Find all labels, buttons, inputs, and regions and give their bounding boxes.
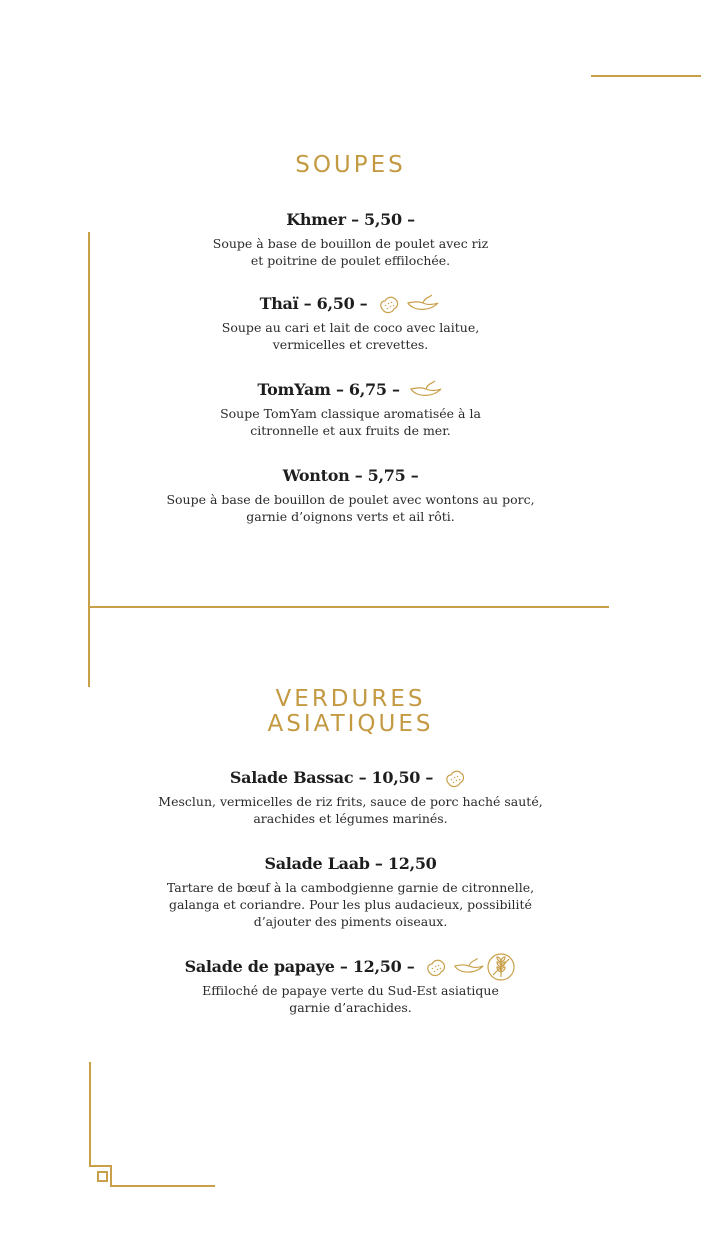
chili-icon [452,954,486,980]
menu-item-title-text: Salade Bassac – 10,50 – [229,768,434,787]
menu-item-title-text: Thaï – 6,50 – [259,294,368,313]
bottom-left-base-rule [110,1185,215,1187]
section-title-line: VERDURES [275,686,426,712]
menu-item-title [0,207,701,233]
menu-item-title [0,954,701,980]
allergen-icons [408,377,444,403]
section-title-verdures-asiatiques [0,687,701,737]
allergen-icons [441,765,471,791]
chili-icon [405,291,441,317]
menu-item-description: Soupe TomYam classique aromatisée à la citronnelle et aux fruits de mer. [220,406,481,438]
allergen-icons [422,952,516,982]
menu-item-description: Mesclun, vermicelles de riz frits, sauce de porc haché sauté, arachides et légumes marinés. [158,794,543,826]
peanut-icon [422,954,452,980]
menu-item-tomyam [0,377,701,439]
menu-item-description: Tartare de bœuf à la cambodgienne garnie de citronnelle, galanga et coriandre. Pour les plus audacieux, possibilité d’ajouter des piments oiseaux. [166,880,535,929]
menu-item-title-text: Salade de papaye – 12,50 – [184,957,415,976]
menu-item-title-text: Wonton – 5,75 – [282,466,419,485]
menu-item-title-text: Khmer – 5,50 – [286,210,415,229]
menu-item-khmer [0,207,701,269]
corner-square-ornament [97,1171,108,1182]
menu-item-title-text: Salade Laab – 12,50 [264,854,437,873]
section-divider-rule [88,606,609,608]
allergen-icons [375,291,441,317]
menu-item-thai [0,291,701,353]
section-title-line: ASIATIQUES [267,711,434,737]
menu-item-title-text: TomYam – 6,75 – [257,380,400,399]
bottom-left-step-h1 [89,1165,111,1167]
menu-item-title [0,765,701,791]
menu-item-description: Soupe au cari et lait de coco avec laitue, vermicelles et crevettes. [221,320,480,352]
peanut-icon [441,765,471,791]
menu-item-title [0,463,701,489]
section-title-soupes: SOUPES [295,152,406,178]
menu-item-title [0,851,701,877]
menu-item-title [0,291,701,317]
peanut-icon [375,291,405,317]
gluten-icon [486,952,516,982]
top-right-rule [591,75,701,77]
chili-icon [408,377,444,403]
menu-item-description: Soupe à base de bouillon de poulet avec riz et poitrine de poulet effilochée. [212,236,489,268]
menu-item-salade-laab [0,851,701,930]
menu-item-description: Effiloché de papaye verte du Sud-Est asiatique garnie d’arachides. [202,983,499,1015]
menu-item-salade-de-papaye [0,954,701,1016]
menu-item-title [0,377,701,403]
menu-item-wonton [0,463,701,525]
menu-item-description: Soupe à base de bouillon de poulet avec wontons au porc, garnie d’oignons verts et ail rôti. [166,492,535,524]
menu-item-salade-bassac [0,765,701,827]
bottom-left-vertical-rule [89,1062,91,1166]
bottom-left-step-v [110,1165,112,1187]
